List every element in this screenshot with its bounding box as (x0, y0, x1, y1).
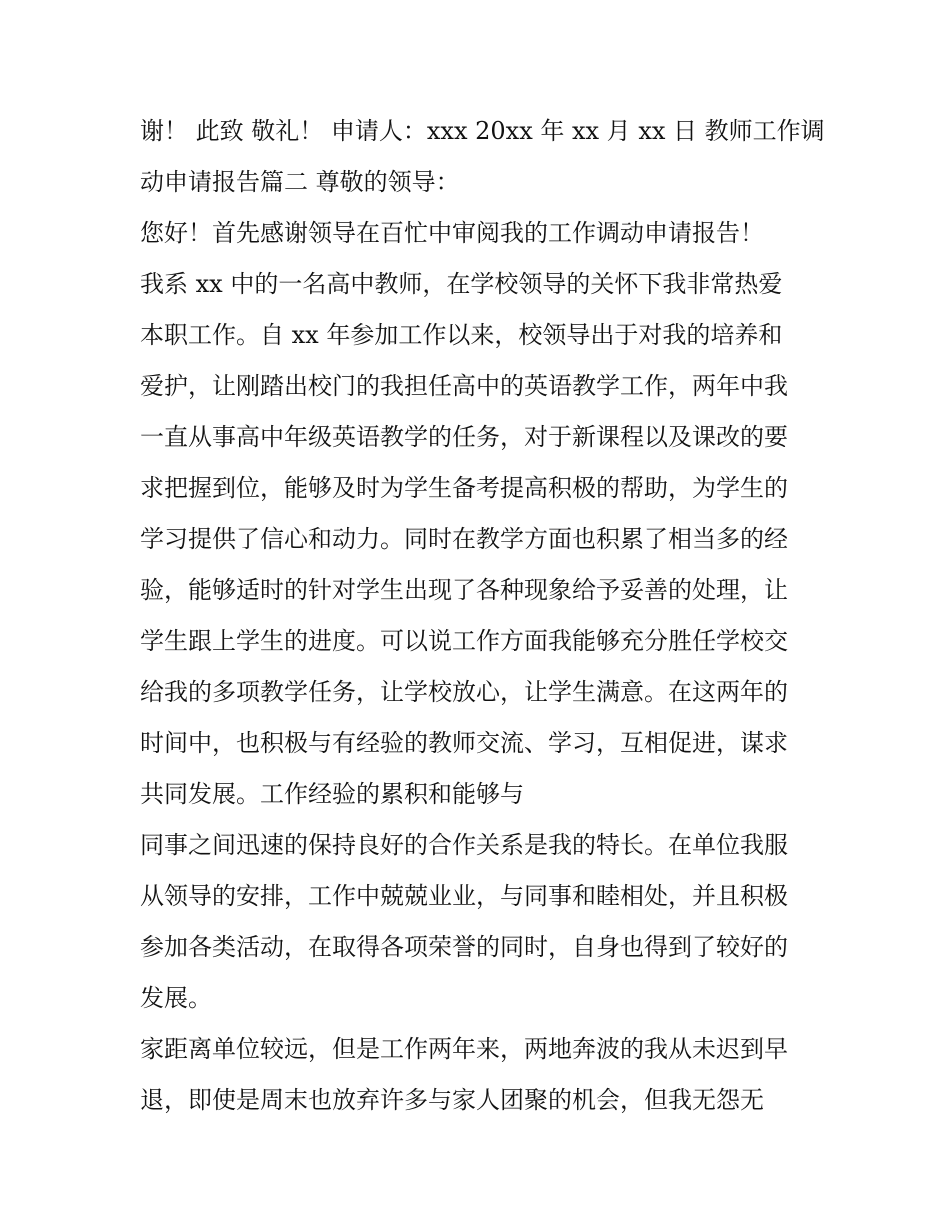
text-line: 共同发展。工作经验的累积和能够与 (140, 780, 524, 808)
text-line: 同事之间迅速的保持良好的合作关系是我的特长。在单位我服 (140, 831, 788, 859)
text-line: 从领导的安排，工作中兢兢业业，与同事和睦相处，并且积极 (140, 882, 788, 910)
text-line: 退，即使是周末也放弃许多与家人团聚的机会，但我无怨无 (140, 1086, 764, 1114)
text-line: 我系 xx 中的一名高中教师，在学校领导的关怀下我非常热爱 (140, 270, 783, 298)
text-line: 一直从事高中年级英语教学的任务，对于新课程以及课改的要 (140, 423, 788, 451)
text-line: 谢！ 此致 敬礼！ 申请人：xxx 20xx 年 xx 月 xx 日 教师工作调 (140, 117, 825, 145)
document-body (140, 106, 840, 1126)
text-line: 动申请报告篇二 尊敬的领导： (140, 168, 460, 196)
text-line: 您好！首先感谢领导在百忙中审阅我的工作调动申请报告！ (140, 219, 764, 247)
text-line: 验，能够适时的针对学生出现了各种现象给予妥善的处理，让 (140, 576, 788, 604)
text-line: 给我的多项教学任务，让学校放心，让学生满意。在这两年的 (140, 678, 788, 706)
text-line: 求把握到位，能够及时为学生备考提高积极的帮助，为学生的 (140, 474, 788, 502)
text-line: 学生跟上学生的进度。可以说工作方面我能够充分胜任学校交 (140, 627, 788, 655)
text-line: 参加各类活动，在取得各项荣誉的同时，自身也得到了较好的 (140, 933, 788, 961)
text-line: 家距离单位较远，但是工作两年来，两地奔波的我从未迟到早 (140, 1035, 788, 1063)
text-line: 学习提供了信心和动力。同时在教学方面也积累了相当多的经 (140, 525, 788, 553)
text-line: 爱护，让刚踏出校门的我担任高中的英语教学工作，两年中我 (140, 372, 788, 400)
text-line: 发展。 (140, 984, 212, 1012)
text-line: 本职工作。自 xx 年参加工作以来，校领导出于对我的培养和 (140, 321, 783, 349)
text-line: 时间中，也积极与有经验的教师交流、学习，互相促进，谋求 (140, 729, 788, 757)
